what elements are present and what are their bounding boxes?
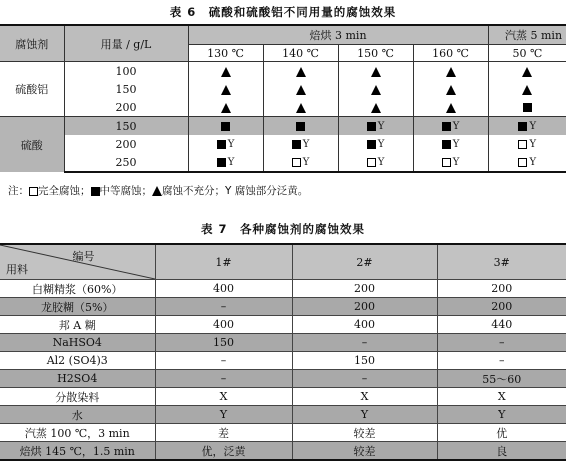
value-cell: –: [292, 334, 437, 352]
header-temp: 130 ℃: [188, 45, 263, 62]
result-cell: [188, 135, 263, 153]
table6-row: [0, 153, 566, 172]
filled-square-icon: [292, 140, 301, 149]
value-cell: –: [437, 334, 566, 352]
yellowing-mark: Y: [227, 157, 235, 168]
header-dosage: 用量 / g/L: [64, 25, 188, 62]
table7-row: [0, 316, 566, 334]
filled-square-icon: [523, 103, 532, 112]
row-label: NaHSO4: [0, 334, 155, 352]
value-cell: 55～60: [437, 370, 566, 388]
corner-bottom-label: 用料: [6, 263, 28, 276]
result-cell: [488, 117, 566, 136]
header-temp: 150 ℃: [338, 45, 413, 62]
yellowing-mark: Y: [452, 121, 460, 132]
value-cell: Y: [292, 406, 437, 424]
table7: [0, 243, 566, 461]
agent-label: 硫酸: [0, 117, 64, 173]
filled-square-icon: [518, 122, 527, 131]
yellowing-mark: Y: [529, 139, 537, 150]
triangle-icon: [221, 85, 231, 95]
triangle-icon: [371, 67, 381, 77]
result-cell: [338, 153, 413, 172]
note-prefix: 注：: [8, 185, 29, 197]
corner-top-label: 编号: [72, 250, 95, 263]
result-cell: [263, 98, 338, 117]
table7-row: [0, 370, 566, 388]
table6-row: [0, 98, 566, 117]
value-cell: X: [155, 388, 292, 406]
col-header: 3#: [437, 244, 566, 280]
value-cell: –: [437, 352, 566, 370]
filled-square-icon: [442, 140, 451, 149]
table7-row: [0, 388, 566, 406]
value-cell: –: [155, 298, 292, 316]
result-cell: [338, 135, 413, 153]
value-cell: 200: [437, 280, 566, 298]
value-cell: 150: [155, 334, 292, 352]
result-cell: [263, 62, 338, 81]
filled-square-icon: [367, 140, 376, 149]
table6-row: [0, 117, 566, 136]
filled-square-icon: [217, 140, 226, 149]
triangle-icon: [371, 85, 381, 95]
result-cell: [413, 153, 488, 172]
dosage-cell: 200: [64, 135, 188, 153]
yellowing-mark: Y: [302, 157, 310, 168]
row-label: 汽蒸 100 ℃，3 min: [0, 424, 155, 442]
result-cell: [413, 135, 488, 153]
legend-note: [8, 183, 308, 198]
result-cell: [488, 135, 566, 153]
header-bake-group: 焙烘 3 min: [188, 25, 488, 45]
yellowing-mark: Y: [377, 157, 385, 168]
open-square-icon: [518, 158, 527, 167]
dosage-cell: 150: [64, 117, 188, 136]
row-label: 邦 A 糊: [0, 316, 155, 334]
result-cell: [488, 80, 566, 98]
triangle-icon: [221, 67, 231, 77]
table7-row: [0, 280, 566, 298]
yellowing-mark: Y: [529, 121, 537, 132]
row-label: 白糊精浆（60%）: [0, 280, 155, 298]
result-cell: [338, 117, 413, 136]
note-complete: 完全腐蚀；: [38, 185, 91, 197]
yellowing-mark: Y: [529, 157, 537, 168]
value-cell: 优，泛黄: [155, 442, 292, 461]
result-cell: [263, 153, 338, 172]
triangle-icon: [446, 85, 456, 95]
value-cell: 200: [437, 298, 566, 316]
open-square-icon: [518, 140, 527, 149]
result-cell: [263, 117, 338, 136]
row-label: 水: [0, 406, 155, 424]
row-label: H2SO4: [0, 370, 155, 388]
dosage-cell: 200: [64, 98, 188, 117]
result-cell: [413, 62, 488, 81]
value-cell: 较差: [292, 442, 437, 461]
result-cell: [338, 80, 413, 98]
header-steam-group: 汽蒸 5 min: [488, 25, 566, 45]
open-square-icon: [367, 158, 376, 167]
col-header: 2#: [292, 244, 437, 280]
value-cell: 较差: [292, 424, 437, 442]
result-cell: [488, 62, 566, 81]
header-temp: 160 ℃: [413, 45, 488, 62]
triangle-icon: [296, 67, 306, 77]
value-cell: 400: [292, 316, 437, 334]
value-cell: 400: [155, 280, 292, 298]
table7-row: [0, 406, 566, 424]
filled-square-icon: [296, 122, 305, 131]
triangle-icon: [371, 103, 381, 113]
open-square-icon: [442, 158, 451, 167]
result-cell: [188, 80, 263, 98]
open-square-icon: [29, 187, 38, 196]
value-cell: 400: [155, 316, 292, 334]
value-cell: 优: [437, 424, 566, 442]
dosage-cell: 150: [64, 80, 188, 98]
table6: [0, 24, 566, 173]
table7-row: [0, 334, 566, 352]
result-cell: [188, 62, 263, 81]
header-temp: 50 ℃: [488, 45, 566, 62]
value-cell: 150: [292, 352, 437, 370]
triangle-icon: [221, 103, 231, 113]
filled-square-icon: [442, 122, 451, 131]
row-label: Al2 (SO4)3: [0, 352, 155, 370]
value-cell: X: [437, 388, 566, 406]
value-cell: –: [155, 370, 292, 388]
value-cell: X: [292, 388, 437, 406]
value-cell: –: [292, 370, 437, 388]
filled-square-icon: [367, 122, 376, 131]
filled-square-icon: [217, 158, 226, 167]
yellowing-mark: Y: [302, 139, 310, 150]
note-medium: 中等腐蚀；: [99, 185, 152, 197]
yellowing-mark: Y: [377, 139, 385, 150]
value-cell: 200: [292, 298, 437, 316]
value-cell: 200: [292, 280, 437, 298]
table7-row: [0, 424, 566, 442]
yellowing-mark: Y: [377, 121, 385, 132]
table6-caption: 表 6 硫酸和硫酸铝不同用量的腐蚀效果: [169, 5, 397, 19]
header-temp: 140 ℃: [263, 45, 338, 62]
value-cell: –: [155, 352, 292, 370]
agent-label: 硫酸铝: [0, 62, 64, 117]
result-cell: [188, 153, 263, 172]
corner-header: [0, 244, 155, 280]
result-cell: [338, 98, 413, 117]
row-label: 分散染料: [0, 388, 155, 406]
result-cell: [188, 98, 263, 117]
yellowing-mark: Y: [452, 139, 460, 150]
result-cell: [413, 80, 488, 98]
filled-square-icon: [221, 122, 230, 131]
result-cell: [263, 135, 338, 153]
table6-row: [0, 135, 566, 153]
triangle-icon: [446, 67, 456, 77]
note-insufficient: 腐蚀不充分；: [162, 185, 225, 197]
result-cell: [263, 80, 338, 98]
triangle-icon: [152, 186, 162, 196]
value-cell: Y: [437, 406, 566, 424]
note-yellow: Y 腐蚀部分泛黄。: [225, 185, 309, 197]
triangle-icon: [296, 103, 306, 113]
table7-row: [0, 442, 566, 461]
yellowing-mark: Y: [227, 139, 235, 150]
result-cell: [188, 117, 263, 136]
result-cell: [413, 117, 488, 136]
table7-row: [0, 298, 566, 316]
yellowing-mark: Y: [452, 157, 460, 168]
header-agent: 腐蚀剂: [0, 25, 64, 62]
triangle-icon: [446, 103, 456, 113]
value-cell: 良: [437, 442, 566, 461]
dosage-cell: 100: [64, 62, 188, 81]
col-header: 1#: [155, 244, 292, 280]
triangle-icon: [522, 67, 532, 77]
open-square-icon: [292, 158, 301, 167]
row-label: 龙胶糊（5%）: [0, 298, 155, 316]
value-cell: 440: [437, 316, 566, 334]
result-cell: [338, 62, 413, 81]
triangle-icon: [296, 85, 306, 95]
filled-square-icon: [91, 187, 100, 196]
table6-row: [0, 80, 566, 98]
result-cell: [488, 153, 566, 172]
triangle-icon: [522, 85, 532, 95]
dosage-cell: 250: [64, 153, 188, 172]
result-cell: [413, 98, 488, 117]
value-cell: 差: [155, 424, 292, 442]
table6-row: [0, 62, 566, 81]
row-label: 焙烘 145 ℃，1.5 min: [0, 442, 155, 461]
table7-caption: 表 7 各种腐蚀剂的腐蚀效果: [200, 222, 365, 236]
table7-row: [0, 352, 566, 370]
value-cell: Y: [155, 406, 292, 424]
result-cell: [488, 98, 566, 117]
